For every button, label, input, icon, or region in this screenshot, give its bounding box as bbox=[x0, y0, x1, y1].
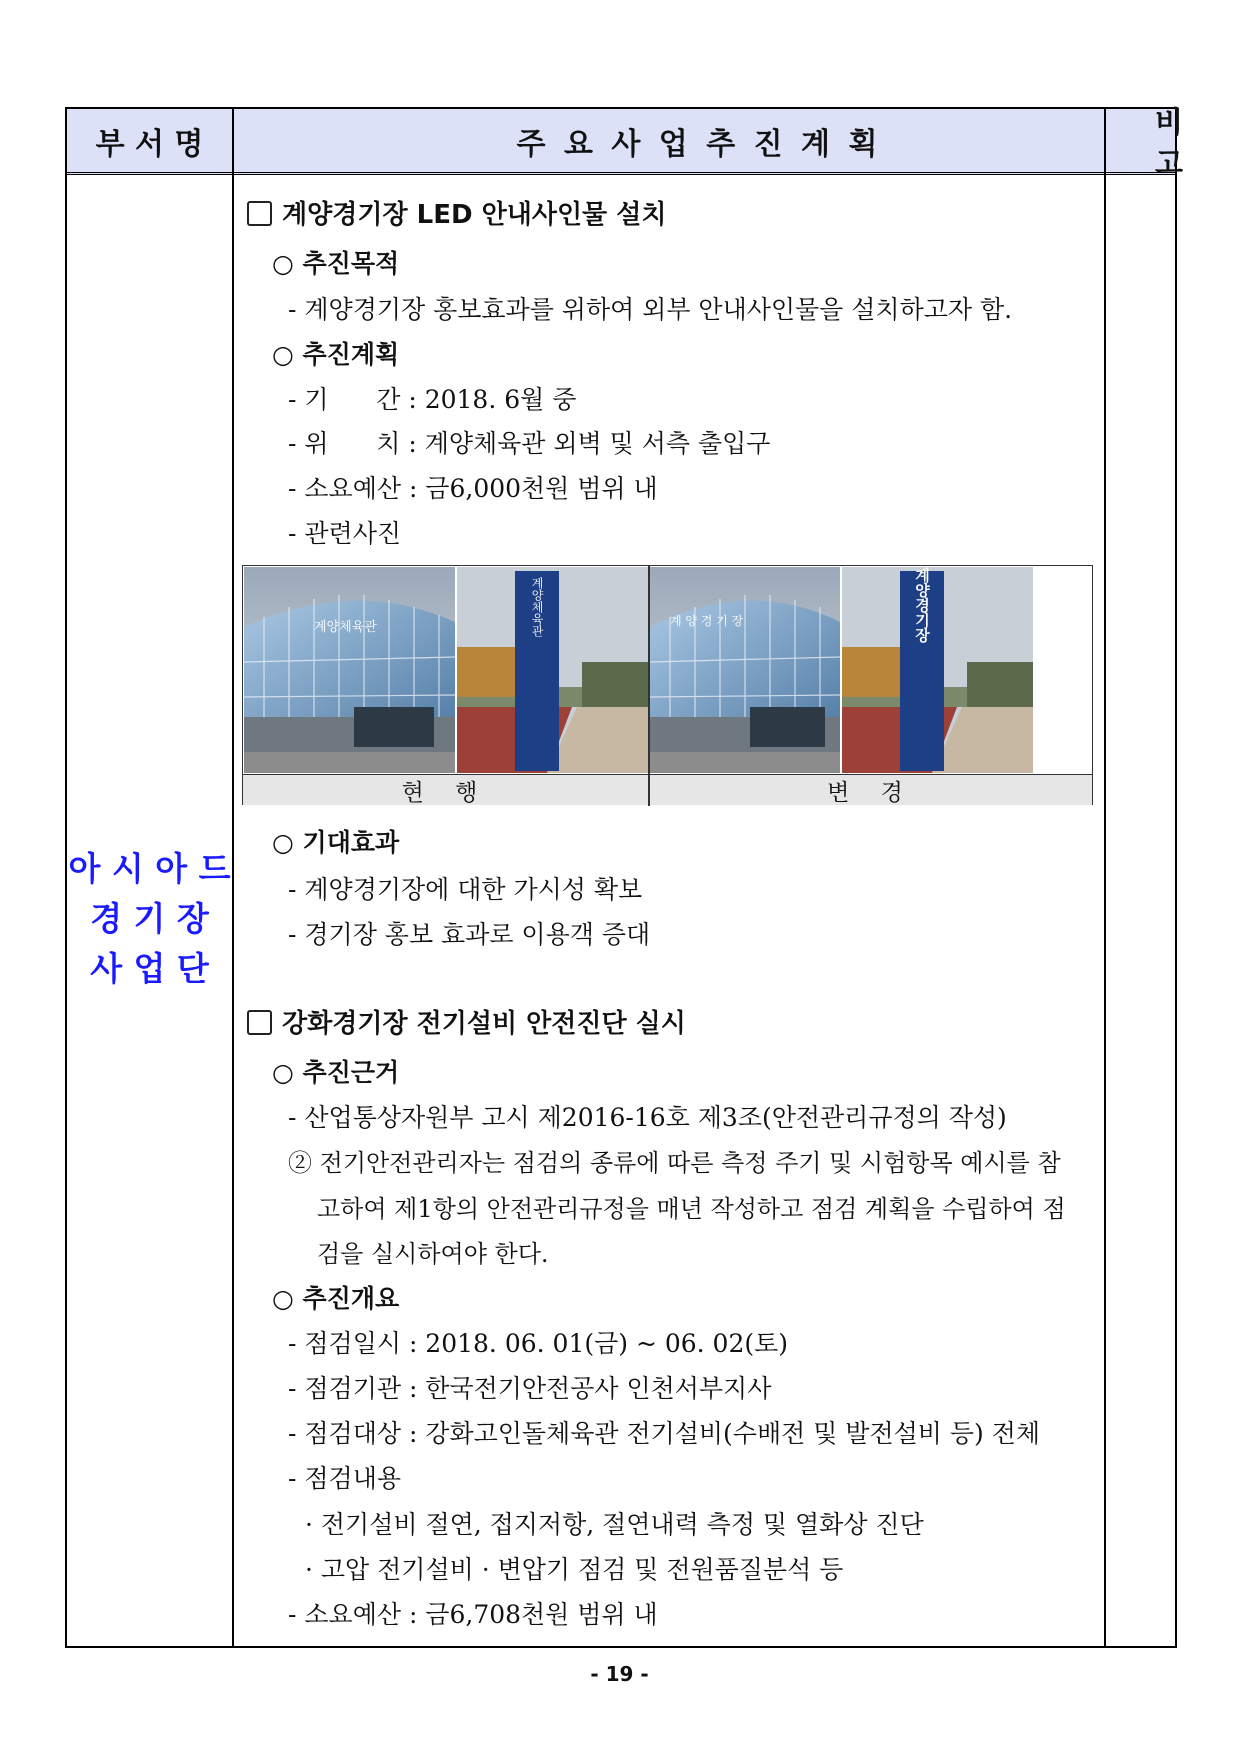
inspection-budget: - 소요예산 : 금6,708천원 범위 내 bbox=[288, 1600, 658, 1629]
checkbox-square-icon bbox=[247, 1010, 272, 1035]
section2-title-text: 강화경기장 전기설비 안전진단 실시 bbox=[282, 1009, 686, 1039]
photo-tower-after bbox=[842, 567, 1033, 773]
section2-title bbox=[247, 1003, 686, 1040]
circle-bullet-icon: ○ bbox=[272, 1058, 294, 1087]
basis-text: - 산업통상자원부 고시 제2016-16호 제3조(안전관리규정의 작성) bbox=[288, 1103, 1007, 1132]
circle-bullet-icon: ○ bbox=[272, 828, 294, 857]
purpose-heading bbox=[272, 244, 399, 280]
related-photos bbox=[242, 565, 1093, 805]
inspection-agency: - 점검기관 : 한국전기안전공사 인천서부지사 bbox=[288, 1374, 772, 1403]
effect-2: - 경기장 홍보 효과로 이용객 증대 bbox=[288, 920, 651, 949]
department-line-1: 아 시 아 드 bbox=[68, 849, 231, 888]
tower-sign-before: 계양체육관 bbox=[530, 577, 544, 637]
header-dept: 부 서 명 bbox=[95, 126, 204, 162]
basis-heading-text: 추진근거 bbox=[302, 1058, 400, 1087]
purpose-heading-text: 추진목적 bbox=[302, 249, 400, 278]
photos-label: - 관련사진 bbox=[288, 519, 401, 548]
department-line-2: 경 기 장 bbox=[90, 899, 209, 938]
effect-heading bbox=[272, 823, 399, 859]
inspection-content-heading: - 점검내용 bbox=[288, 1464, 401, 1493]
basis-heading bbox=[272, 1053, 399, 1089]
column-divider-1 bbox=[232, 109, 234, 1646]
photo-tower-before bbox=[457, 567, 648, 773]
building-sign-after: 계 양 경 기 장 bbox=[670, 614, 744, 628]
inspection-content-1: · 전기설비 절연, 접지저항, 절연내력 측정 및 열화상 진단 bbox=[305, 1510, 924, 1539]
plan-budget: - 소요예산 : 금6,000천원 범위 내 bbox=[288, 474, 658, 503]
caption-before: 현 행 bbox=[243, 774, 648, 805]
clause-line-3: 검을 실시하여야 한다. bbox=[317, 1240, 549, 1268]
caption-after: 변 경 bbox=[650, 774, 1092, 805]
clause-line-1: ② 전기안전관리자는 점검의 종류에 따른 측정 주기 및 시험항목 예시를 참 bbox=[288, 1149, 1061, 1177]
photo-building-before bbox=[244, 567, 455, 773]
plan-heading bbox=[272, 335, 399, 371]
effect-1: - 계양경기장에 대한 가시성 확보 bbox=[288, 875, 643, 904]
department-name bbox=[67, 844, 232, 994]
column-divider-2 bbox=[1104, 109, 1106, 1646]
purpose-text: - 계양경기장 홍보효과를 위하여 외부 안내사인물을 설치하고자 함. bbox=[288, 295, 1013, 324]
inspection-content-2: · 고압 전기설비 · 변압기 점검 및 전원품질분석 등 bbox=[305, 1555, 844, 1584]
overview-heading bbox=[272, 1279, 399, 1315]
circle-bullet-icon: ○ bbox=[272, 1284, 294, 1313]
overview-heading-text: 추진개요 bbox=[302, 1284, 400, 1313]
circle-bullet-icon: ○ bbox=[272, 340, 294, 369]
header-plan: 주 요 사 업 추 진 계 획 bbox=[516, 126, 878, 162]
circle-bullet-icon: ○ bbox=[272, 249, 294, 278]
department-line-3: 사 업 단 bbox=[90, 949, 209, 988]
inspection-date: - 점검일시 : 2018. 06. 01(금) ~ 06. 02(토) bbox=[288, 1329, 789, 1358]
plan-period: - 기 간 : 2018. 6월 중 bbox=[288, 385, 577, 414]
inspection-target: - 점검대상 : 강화고인돌체육관 전기설비(수배전 및 발전설비 등) 전체 bbox=[288, 1419, 1041, 1448]
checkbox-square-icon bbox=[247, 201, 272, 226]
effect-heading-text: 기대효과 bbox=[302, 828, 400, 857]
page-number: - 19 - bbox=[590, 1662, 649, 1686]
header-note: 비고 bbox=[1155, 104, 1184, 180]
plan-heading-text: 추진계획 bbox=[302, 340, 400, 369]
photo-building-after bbox=[650, 567, 840, 773]
clause-line-2: 고하여 제1항의 안전관리규정을 매년 작성하고 점검 계획을 수립하여 점 bbox=[317, 1195, 1066, 1223]
building-sign-before: 계양체육관 bbox=[314, 620, 377, 635]
plan-location: - 위 치 : 계양체육관 외벽 및 서측 출입구 bbox=[288, 429, 771, 458]
photo-divider bbox=[648, 566, 650, 806]
tower-sign-after: 계양경기장 bbox=[913, 567, 931, 643]
section1-title bbox=[247, 194, 666, 231]
section1-title-text: 계양경기장 LED 안내사인물 설치 bbox=[282, 200, 667, 230]
